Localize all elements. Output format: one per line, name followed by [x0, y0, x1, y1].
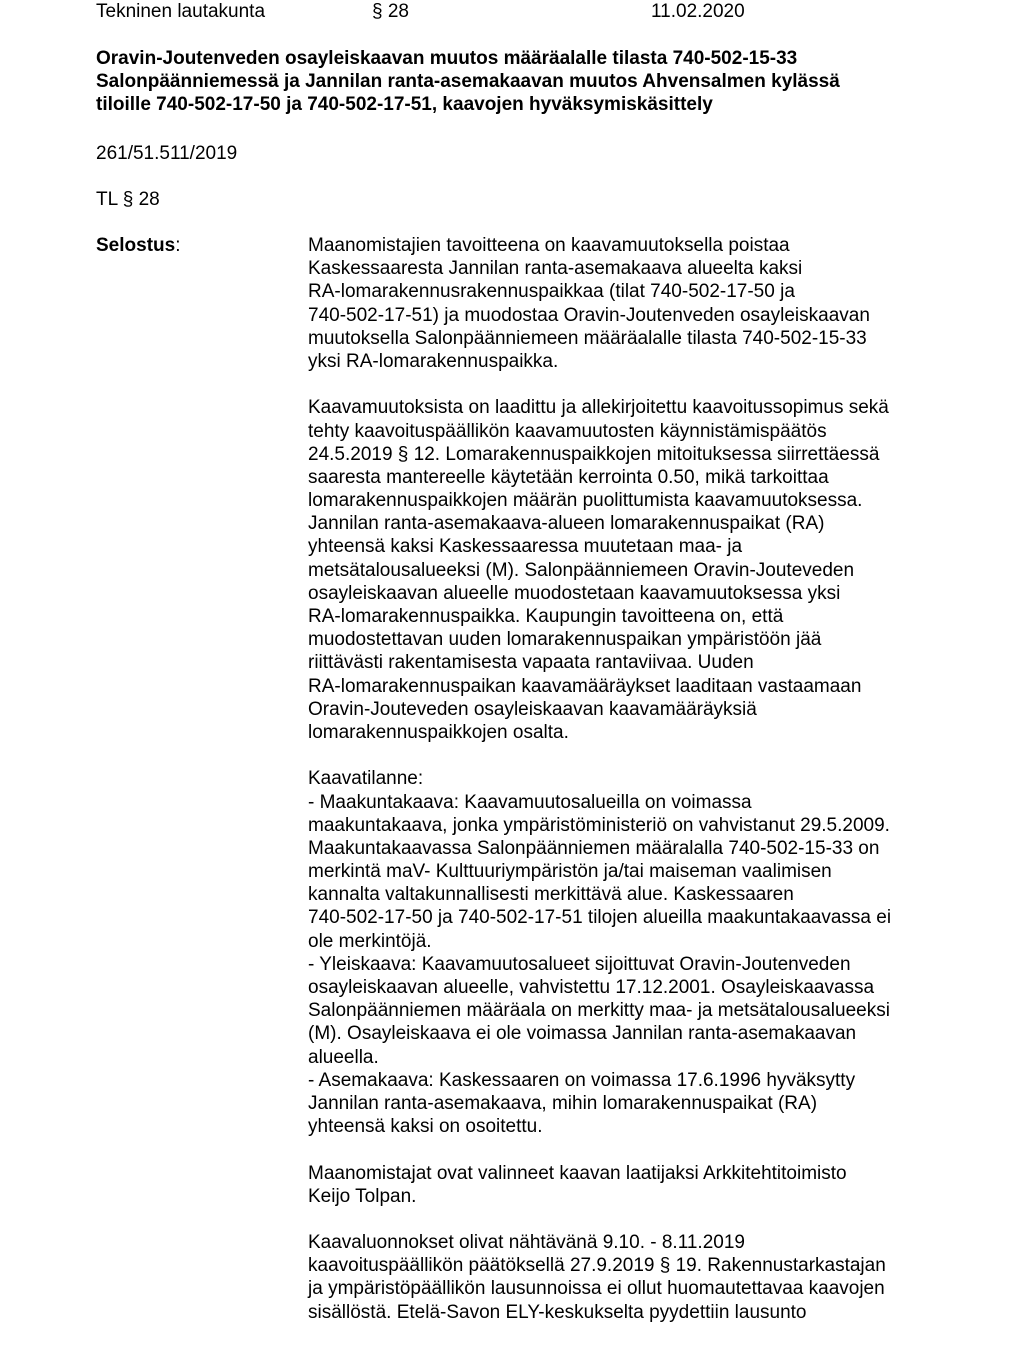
body-line: Keijo Tolpan.	[308, 1185, 417, 1207]
document-header	[0, 0, 1020, 24]
body-line: Kaavaluonnokset olivat nähtävänä 9.10. - 8.11.2019	[308, 1232, 745, 1254]
body-line: Maakuntakaavassa Salonpäänniemen määralalla 740-502-15-33 on	[308, 837, 880, 859]
body-line: Kaavatilanne:	[308, 768, 424, 790]
body-line: Maanomistajien tavoitteena on kaavamuutoksella poistaa	[308, 235, 790, 256]
section-label-colon: :	[175, 235, 181, 256]
body-line: 740-502-17-51) ja muodostaa Oravin-Joutenveden osayleiskaavan	[308, 304, 870, 326]
body-line: Maanomistajat ovat valinneet kaavan laatijaksi Arkkitehtitoimisto	[308, 1162, 847, 1184]
section-label	[96, 234, 180, 257]
body-line: Oravin-Jouteveden osayleiskaavan kaavamääräyksiä	[308, 698, 757, 720]
body-line: Jannilan ranta-asemakaava, mihin lomarakennuspaikat (RA)	[308, 1092, 818, 1114]
body-line: Kaskessaaresta Jannilan ranta-asemakaava alueelta kaksi	[308, 258, 803, 280]
title-line: Oravin-Joutenveden osayleiskaavan muutos määräalalle tilasta 740-502-15-33	[96, 48, 798, 69]
section-label-text: Selostus	[96, 235, 176, 256]
body-line: osayleiskaavan alueelle, vahvistettu 17.12.2001. Osayleiskaavassa	[308, 977, 875, 998]
body-line: saaresta mantereelle käytetään kerrointa 0.50, mikä tarkoittaa	[308, 466, 829, 488]
body-line: yksi RA-lomarakennuspaikka.	[308, 350, 559, 372]
body-line: alueella.	[308, 1046, 379, 1068]
body-paragraph	[308, 767, 948, 1138]
board-name: Tekninen lautakunta	[96, 1, 266, 22]
title-line: Salonpäänniemessä ja Jannilan ranta-asemakaavan muutos Ahvensalmen kylässä	[96, 71, 840, 93]
body-line: Salonpäänniemen määräala on merkitty maa- ja metsätalousalueeksi	[308, 1000, 890, 1022]
body-line: maakuntakaava, jonka ympäristöministeriö on vahvistanut 29.5.2009.	[308, 814, 890, 836]
body-line: yhteensä kaksi Kaskessaaressa muutetaan maa- ja	[308, 536, 743, 558]
body-paragraph	[308, 396, 948, 744]
body-paragraph	[308, 1162, 948, 1208]
body-line: merkintä maV- Kulttuuriympäristön ja/tai maiseman vaalimisen	[308, 861, 832, 883]
body-line: lomarakennuspaikkojen osalta.	[308, 721, 569, 743]
document-title	[96, 47, 936, 117]
diary-number: 261/51.511/2019	[96, 143, 238, 164]
body-line: Jannilan ranta-asemakaava-alueen lomarakennuspaikat (RA)	[308, 513, 825, 535]
body-line: ole merkintöjä.	[308, 930, 432, 952]
body-line: RA-lomarakennuspaikan kaavamääräykset laaditaan vastaamaan	[308, 675, 862, 697]
body-text	[308, 234, 948, 1347]
body-line: lomarakennuspaikkojen määrän puolittumista kaavamuutoksessa.	[308, 490, 863, 512]
body-line: RA-lomarakennusrakennuspaikkaa (tilat 740-502-17-50 ja	[308, 281, 795, 303]
body-line: metsätalousalueeksi (M). Salonpäänniemeen Oravin-Jouteveden	[308, 559, 855, 581]
tl-reference: TL § 28	[96, 189, 160, 210]
body-line: osayleiskaavan alueelle muodostetaan kaavamuutoksessa yksi	[308, 582, 841, 604]
body-line: ja ympäristöpäällikön lausunnoissa ei ollut huomautettavaa kaavojen	[308, 1278, 885, 1300]
body-line: kannalta valtakunnallisesti merkittävä alue. Kaskessaaren	[308, 884, 794, 906]
body-line: - Maakuntakaava: Kaavamuutosalueilla on voimassa	[308, 791, 752, 813]
body-line: RA-lomarakennuspaikka. Kaupungin tavoitteena on, että	[308, 606, 784, 627]
body-line: 740-502-17-50 ja 740-502-17-51 tilojen alueilla maakuntakaavassa ei	[308, 907, 892, 929]
body-paragraph	[308, 1231, 948, 1324]
body-line: muutoksella Salonpäänniemeen määräalalle tilasta 740-502-15-33	[308, 327, 867, 349]
body-line: 24.5.2019 § 12. Lomarakennuspaikkojen mitoituksessa siirrettäessä	[308, 443, 880, 465]
body-line: kaavoituspäällikön päätöksellä 27.9.2019 § 19. Rakennustarkastajan	[308, 1255, 886, 1277]
title-line: tiloille 740-502-17-50 ja 740-502-17-51, kaavojen hyväksymiskäsittely	[96, 94, 713, 116]
body-line: yhteensä kaksi on osoitettu.	[308, 1116, 543, 1138]
meeting-date: 11.02.2020	[651, 1, 745, 22]
body-line: riittävästi rakentamisesta vapaata rantaviivaa. Uuden	[308, 652, 754, 674]
body-line: sisällöstä. Etelä-Savon ELY-keskukselta pyydettiin lausunto	[308, 1301, 807, 1323]
body-paragraph	[308, 234, 948, 373]
body-line: muodostettavan uuden lomarakennuspaikan ympäristöön jää	[308, 629, 822, 651]
body-line: tehty kaavoituspäällikön kaavamuutosten käynnistämispäätös	[308, 420, 827, 442]
section-number: § 28	[372, 1, 409, 22]
body-line: (M). Osayleiskaava ei ole voimassa Jannilan ranta-asemakaavan	[308, 1023, 857, 1045]
body-line: - Asemakaava: Kaskessaaren on voimassa 17.6.1996 hyväksytty	[308, 1069, 856, 1091]
body-line: - Yleiskaava: Kaavamuutosalueet sijoittuvat Oravin-Joutenveden	[308, 953, 851, 975]
body-line: Kaavamuutoksista on laadittu ja allekirjoitettu kaavoitussopimus sekä	[308, 397, 889, 419]
